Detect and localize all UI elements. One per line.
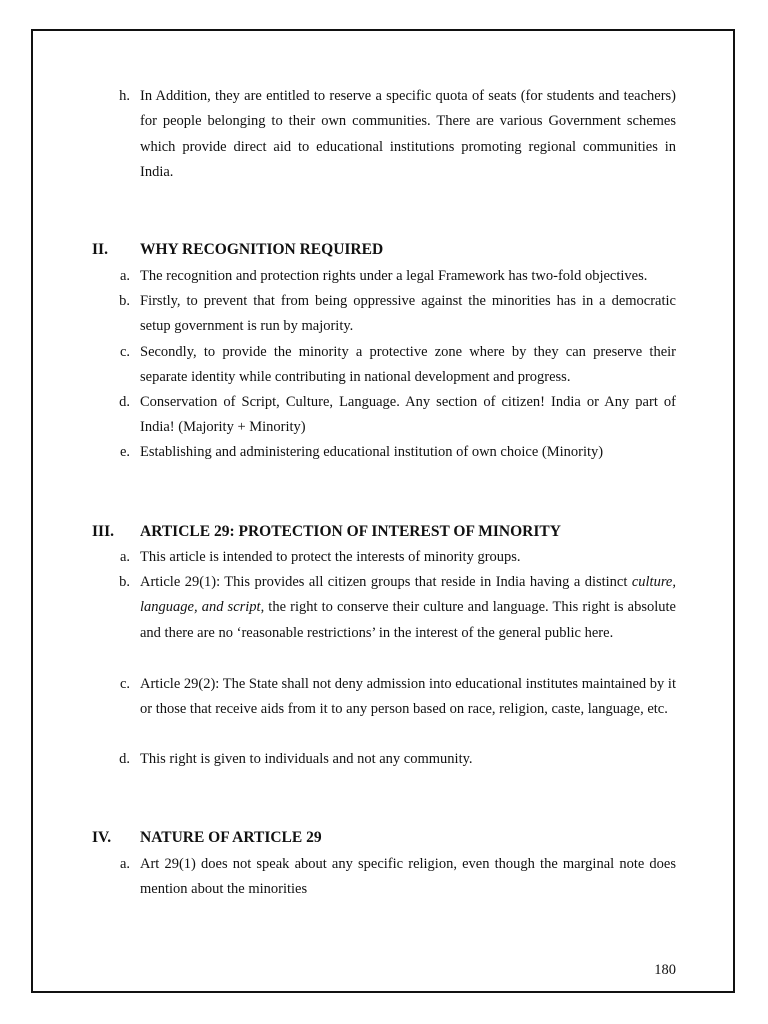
list-marker: a. — [119, 856, 130, 872]
list-marker: e. — [119, 444, 130, 460]
section-numeral: II. — [92, 241, 108, 258]
list-marker: c. — [119, 344, 130, 360]
list-item: This right is given to individuals and not any community. — [140, 751, 473, 767]
list-item: Art 29(1) does not speak about any specific religion, even though the marginal note does mention about the minorities — [140, 856, 676, 898]
list-item: Article 29(2): The State shall not deny admission into educational institutes maintained by it or those that receive aids from it to any person based on race, religion, caste, language, etc. — [140, 676, 676, 718]
section-heading: WHY RECOGNITION REQUIRED — [140, 241, 384, 258]
section-heading: NATURE OF ARTICLE 29 — [140, 829, 322, 846]
list-marker: a. — [119, 549, 130, 565]
list-item: This article is intended to protect the interests of minority groups. — [140, 549, 521, 565]
item-text: , the right to conserve their culture and language. This right is absolute and there are no ‘reasonable restrictions’ in the interest of the general public here. — [140, 599, 676, 641]
list-item: In Addition, they are entitled to reserve a specific quota of seats (for students and teachers) for people belonging to their own communities. There are various Government schemes which provide direct aid to educational institutions promoting regional communities in India. — [140, 88, 676, 180]
list-item: Firstly, to prevent that from being oppressive against the minorities has in a democratic setup government is run by majority. — [140, 293, 676, 335]
list-item — [140, 570, 676, 646]
italic-text: culture, language, and script — [140, 574, 676, 616]
list-marker: b. — [119, 574, 130, 590]
section-numeral: III. — [92, 523, 114, 540]
list-marker: d. — [119, 751, 130, 767]
section-numeral: IV. — [92, 829, 112, 846]
section-heading: ARTICLE 29: PROTECTION OF INTEREST OF MINORITY — [140, 523, 561, 540]
list-marker: b. — [119, 293, 130, 309]
list-item: Secondly, to provide the minority a protective zone where by they can preserve their separate identity while contributing in national development and progress. — [140, 344, 676, 386]
list-marker: d. — [119, 394, 130, 410]
list-item: The recognition and protection rights under a legal Framework has two-fold objectives. — [140, 268, 648, 284]
list-marker: a. — [119, 268, 130, 284]
list-item: Establishing and administering educational institution of own choice (Minority) — [140, 444, 604, 460]
list-item: Conservation of Script, Culture, Language. Any section of citizen! India or Any part of India! (Majority + Minority) — [140, 394, 676, 436]
item-text: Article 29(1): This provides all citizen groups that reside in India having a distinct — [140, 574, 632, 590]
list-marker: h. — [119, 88, 130, 104]
page-number: 180 — [654, 962, 676, 978]
list-marker: c. — [119, 676, 130, 692]
